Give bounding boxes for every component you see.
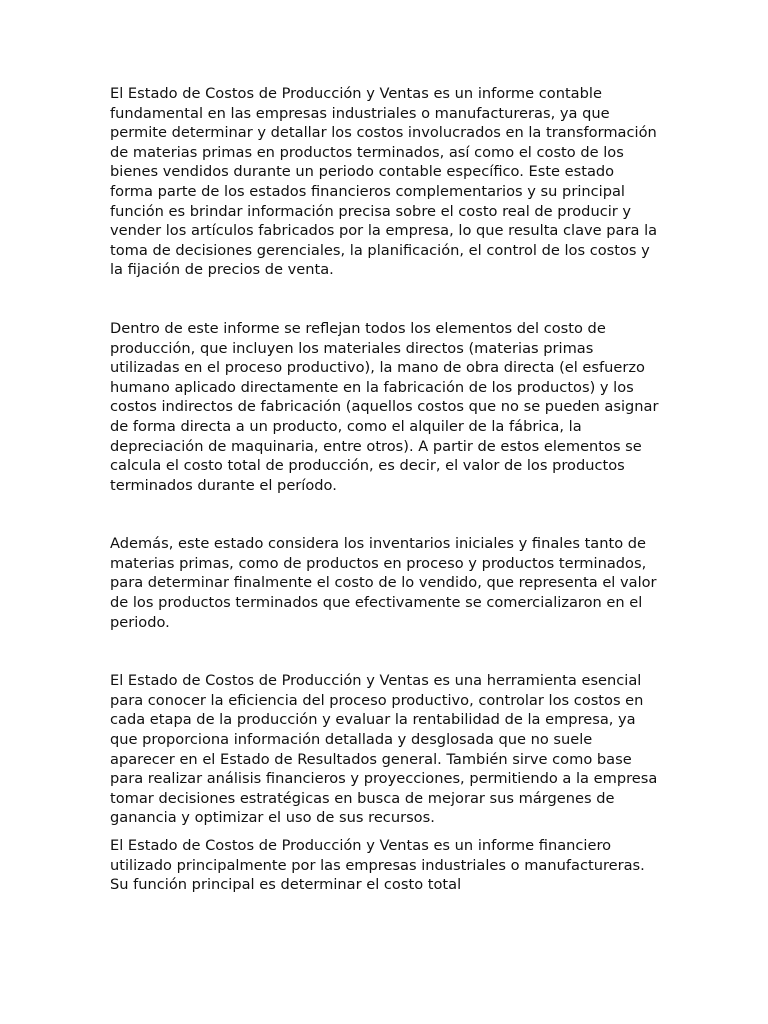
paragraph-4: El Estado de Costos de Producción y Ventas es una herramienta esencial para conocer la eficiencia del proceso productivo, controlar los costos en cada etapa de la producción y evaluar la rentabilidad de la empresa, ya que proporciona información detallada y desglosada que no suele aparecer en el Estado de Resultados general. También sirve como base para realizar análisis financieros y proyecciones, permitiendo a la empresa tomar decisiones estratégicas en busca de mejorar sus márgenes de ganancia y optimizar el uso de sus recursos. bbox=[110, 672, 658, 827]
paragraph-5: El Estado de Costos de Producción y Ventas es un informe financiero utilizado principalmente por las empresas industriales o manufactureras. Su función principal es determinar el costo total bbox=[110, 837, 645, 894]
paragraph-1: El Estado de Costos de Producción y Ventas es un informe contable fundamental en las empresas industriales o manufactureras, ya que permite determinar y detallar los costos involucrados en la transformación de materias primas en productos terminados, así como el costo de los bienes vendidos durante un periodo contable específico. Este estado forma parte de los estados financieros complementarios y su principal función es brindar información precisa sobre el costo real de producir y vender los artículos fabricados por la empresa, lo que resulta clave para la toma de decisiones gerenciales, la planificación, el control de los costos y la fijación de precios de venta. bbox=[110, 85, 658, 279]
paragraph-3: Además, este estado considera los inventarios iniciales y finales tanto de materias primas, como de productos en proceso y productos terminados, para determinar finalmente el costo de lo vendido, que representa el valor de los productos terminados que efectivamente se comercializaron en el periodo. bbox=[110, 535, 657, 631]
paragraph-2: Dentro de este informe se reflejan todos los elementos del costo de producción, que incluyen los materiales directos (materias primas utilizadas en el proceso productivo), la mano de obra directa (el esfuerzo humano aplicado directamente en la fabricación de los productos) y los costos indirectos de fabricación (aquellos costos que no se pueden asignar de forma directa a un producto, como el alquiler de la fábrica, la depreciación de maquinaria, entre otros). A partir de estos elementos se calcula el costo total de producción, es decir, el valor de los productos terminados durante el período. bbox=[110, 319, 659, 494]
document-page bbox=[110, 84, 660, 895]
